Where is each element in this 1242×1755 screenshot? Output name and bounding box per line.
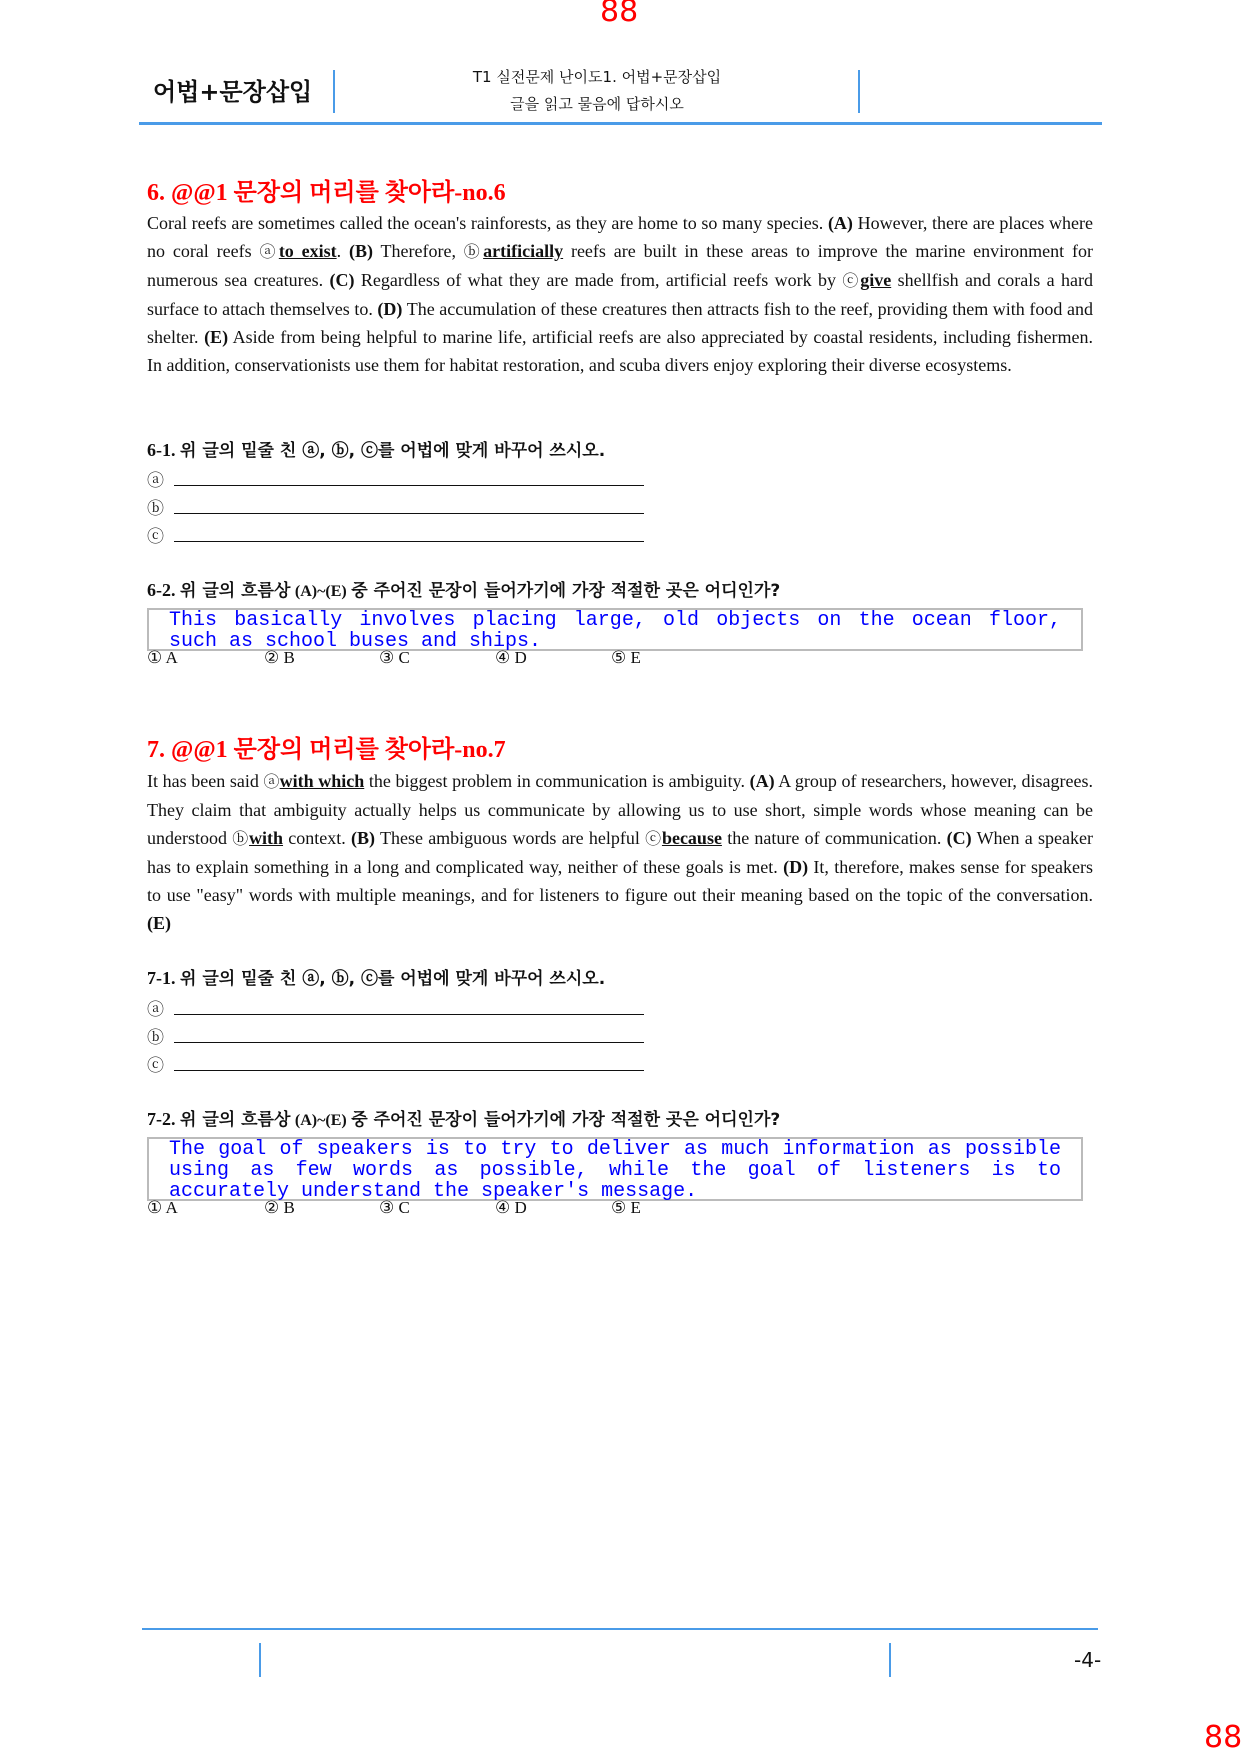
blank-label: ⓐ bbox=[147, 471, 164, 490]
circled-label: ⓐ bbox=[263, 772, 280, 791]
header-subtitle bbox=[336, 64, 858, 118]
choice[interactable]: ⑤ E bbox=[611, 648, 641, 667]
question-6-2 bbox=[147, 576, 780, 601]
given-sentence-box: The goal of speakers is to try to deliver as much information as possible using as few words as possible, while the goal of listeners is to accurately understand the speaker's message. bbox=[147, 1137, 1083, 1201]
header-divider bbox=[858, 70, 860, 113]
footer-rule bbox=[142, 1628, 1098, 1630]
question-text: 위 글의 흐름상 bbox=[180, 1110, 291, 1130]
answer-blank[interactable] bbox=[147, 466, 644, 491]
footer-divider bbox=[889, 1643, 891, 1677]
underlined-phrase: artificially bbox=[483, 241, 564, 261]
header-rule bbox=[139, 122, 1102, 125]
section-title: 7. @@1 문장의 머리를 찾아라-no.7 bbox=[147, 737, 506, 763]
question-text: 위 글의 밑줄 친 ⓐ, ⓑ, ⓒ를 어법에 맞게 바꾸어 쓰시오. bbox=[180, 969, 606, 989]
header-title: 어법+문장삽입 bbox=[153, 78, 313, 106]
question-text: 위 글의 밑줄 친 ⓐ, ⓑ, ⓒ를 어법에 맞게 바꾸어 쓰시오. bbox=[180, 441, 606, 461]
insertion-marker: (E) bbox=[147, 913, 171, 933]
answer-blank[interactable] bbox=[147, 522, 644, 547]
circled-label: ⓒ bbox=[842, 271, 861, 290]
circled-label: ⓑ bbox=[232, 829, 250, 848]
blank-label: ⓐ bbox=[147, 1000, 164, 1019]
footer-page-number: -4- bbox=[1074, 1648, 1102, 1672]
section-title: 6. @@1 문장의 머리를 찾아라-no.6 bbox=[147, 180, 506, 206]
choice[interactable]: ② B bbox=[264, 1198, 295, 1217]
answer-blank[interactable] bbox=[147, 494, 644, 519]
question-number: 6-1. bbox=[147, 440, 176, 460]
choice[interactable]: ② B bbox=[264, 648, 295, 667]
question-7-2 bbox=[147, 1105, 780, 1130]
insertion-marker: (C) bbox=[946, 828, 972, 848]
blank-label: ⓑ bbox=[147, 1028, 164, 1047]
answer-blank[interactable] bbox=[147, 1023, 644, 1048]
blank-label: ⓑ bbox=[147, 499, 164, 518]
underlined-phrase: because bbox=[661, 828, 722, 848]
question-text: 중 주어진 문장이 들어가기에 가장 적절한 곳은 어디인가? bbox=[351, 1110, 781, 1130]
passage: It has been said ⓐwith which the biggest problem in communication is ambiguity. (A) A group of researchers, however, disagrees. They claim that ambiguity actually helps us communicate by allowing us to use short, simple words whose meaning can be understood ⓑwith context. (B) These ambiguous words are helpful ⓒbecause the nature of communication. (C) When a speaker has to explain something in a long and complicated way, neither of these goals is met. (D) It, therefore, makes sense for speakers to use "easy" words with multiple meanings, and for listeners to figure out their meaning based on the topic of the conversation. (E) bbox=[147, 771, 1094, 933]
insertion-marker: (D) bbox=[377, 299, 403, 319]
header-line1: T1 실전문제 난이도1. 어법+문장삽입 bbox=[472, 68, 722, 86]
choice[interactable]: ⑤ E bbox=[611, 1198, 641, 1217]
insertion-marker: (C) bbox=[329, 270, 355, 290]
underlined-phrase: give bbox=[860, 270, 892, 290]
circled-label: ⓑ bbox=[463, 242, 484, 261]
choice[interactable]: ③ C bbox=[379, 1198, 410, 1217]
insertion-marker: (E) bbox=[204, 327, 229, 347]
choice[interactable]: ① A bbox=[147, 1198, 178, 1217]
insertion-marker: (B) bbox=[351, 828, 376, 848]
answer-blank[interactable] bbox=[147, 1051, 644, 1076]
question-text: 위 글의 흐름상 bbox=[180, 581, 291, 601]
choice[interactable]: ④ D bbox=[495, 648, 527, 667]
question-number: 7-2. bbox=[147, 1109, 176, 1129]
question-range: (A)~(E) bbox=[294, 1112, 347, 1129]
footer-divider bbox=[259, 1643, 261, 1677]
question-range: (A)~(E) bbox=[294, 583, 347, 600]
question-7-1 bbox=[147, 964, 605, 989]
blank-label: ⓒ bbox=[147, 1056, 164, 1075]
blank-label: ⓒ bbox=[147, 527, 164, 546]
insertion-marker: (A) bbox=[827, 213, 853, 233]
underlined-phrase: to exist bbox=[278, 241, 337, 261]
page-number-top: 88 bbox=[600, 0, 639, 29]
underlined-phrase: with bbox=[249, 828, 284, 848]
circled-label: ⓒ bbox=[645, 829, 662, 848]
given-sentence-box: This basically involves placing large, old objects on the ocean floor, such as school buses and ships. bbox=[147, 608, 1083, 651]
insertion-marker: (B) bbox=[348, 241, 373, 261]
question-number: 6-2. bbox=[147, 580, 176, 600]
header-line2: 글을 읽고 물음에 답하시오 bbox=[510, 95, 684, 113]
answer-blank[interactable] bbox=[147, 995, 644, 1020]
question-number: 7-1. bbox=[147, 968, 176, 988]
passage: Coral reefs are sometimes called the ocean's rainforests, as they are home to so many species. (A) However, there are places where no coral reefs ⓐto exist. (B) Therefore, ⓑartificially reefs are built in these areas to improve the marine environment for numerous sea creatures. (C) Regardless of what they are made from, artificial reefs work by ⓒgive shellfish and corals a hard surface to attach themselves to. (D) The accumulation of these creatures then attracts fish to the reef, providing them with food and shelter. (E) Aside from being helpful to marine life, artificial reefs are also appreciated by coastal residents, including fishermen. In addition, conservationists use them for habitat restoration, and scuba divers enjoy exploring their diverse ecosystems. bbox=[147, 213, 1093, 375]
question-6-1 bbox=[147, 436, 605, 461]
header-divider bbox=[333, 70, 335, 113]
choice[interactable]: ③ C bbox=[379, 648, 410, 667]
insertion-marker: (A) bbox=[749, 771, 775, 791]
circled-label: ⓐ bbox=[259, 242, 279, 261]
insertion-marker: (D) bbox=[783, 857, 809, 877]
choice[interactable]: ① A bbox=[147, 648, 178, 667]
choice[interactable]: ④ D bbox=[495, 1198, 527, 1217]
question-text: 중 주어진 문장이 들어가기에 가장 적절한 곳은 어디인가? bbox=[351, 581, 781, 601]
page-number-bottom: 88 bbox=[1204, 1720, 1242, 1755]
underlined-phrase: with which bbox=[279, 771, 365, 791]
